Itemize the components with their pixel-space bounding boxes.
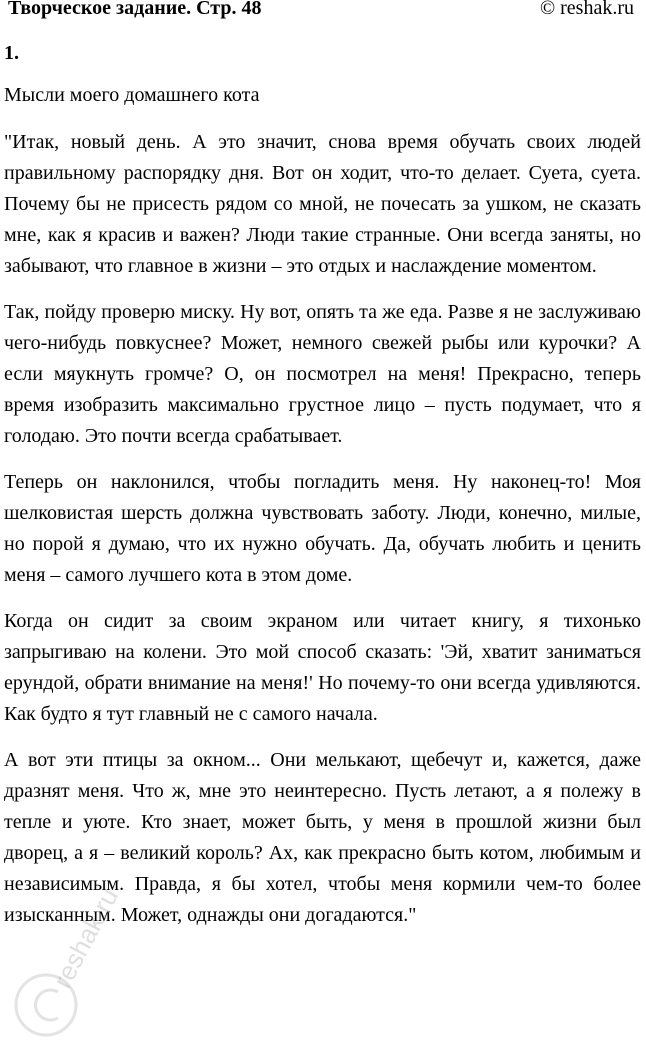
essay-title: Мысли моего домашнего кота: [4, 84, 260, 106]
page-title: Творческое задание. Стр. 48: [8, 0, 262, 19]
paragraph-3: Теперь он наклонился, чтобы погладить меня. Ну наконец-то! Моя шелковистая шерсть должна чувствовать заботу. Люди, конечно, милые, но порой я думаю, что их нужно обучать. Да, обучать любить и ценить меня – самого лучшего кота в этом доме.: [4, 471, 641, 586]
paragraph-2: Так, пойду проверю миску. Ну вот, опять та же еда. Разве я не заслуживаю чего-нибудь повкуснее? Может, немного свежей рыбы или курочки? А если мяукнуть громче? О, он посмотрел на меня! Прекрасно, теперь время изобразить максимально грустное лицо – пусть подумает, что я голодаю. Это почти всегда срабатывает.: [4, 301, 641, 447]
watermark-text: reshak.ru: [46, 883, 125, 993]
essay-body: [4, 127, 641, 946]
paragraph-5: А вот эти птицы за окном... Они мелькают, щебечут и, кажется, даже дразнят меня. Что ж, мне это неинтересно. Пусть летают, а я полежу в тепле и уюте. Кто знает, может быть, у меня в прошлой жизни был дворец, а я – великий король? Ах, как прекрасно быть котом, любимым и независимым. Правда, я бы хотел, чтобы меня кормили чем-то более изысканным. Может, однажды они догадаются.": [4, 749, 641, 926]
page-header: [4, 0, 642, 30]
paragraph-1: "Итак, новый день. А это значит, снова время обучать своих людей правильному распорядку дня. Вот он ходит, что-то делает. Суета, суета. Почему бы не присесть рядом со мной, не почесать за ушком, не сказать мне, как я красив и важен? Люди такие странные. Они всегда заняты, но забывают, что главное в жизни – это отдых и наслаждение моментом.: [4, 131, 641, 277]
task-number: 1.: [4, 42, 19, 64]
paragraph-4: Когда он сидит за своим экраном или читает книгу, я тихонько запрыгиваю на колени. Это мой способ сказать: 'Эй, хватит заниматься ерундой, обрати внимание на меня!' Но почему-то они всегда удивляются. Как будто я тут главный не с самого начала.: [4, 610, 641, 725]
site-credit[interactable]: © reshak.ru: [539, 0, 634, 19]
